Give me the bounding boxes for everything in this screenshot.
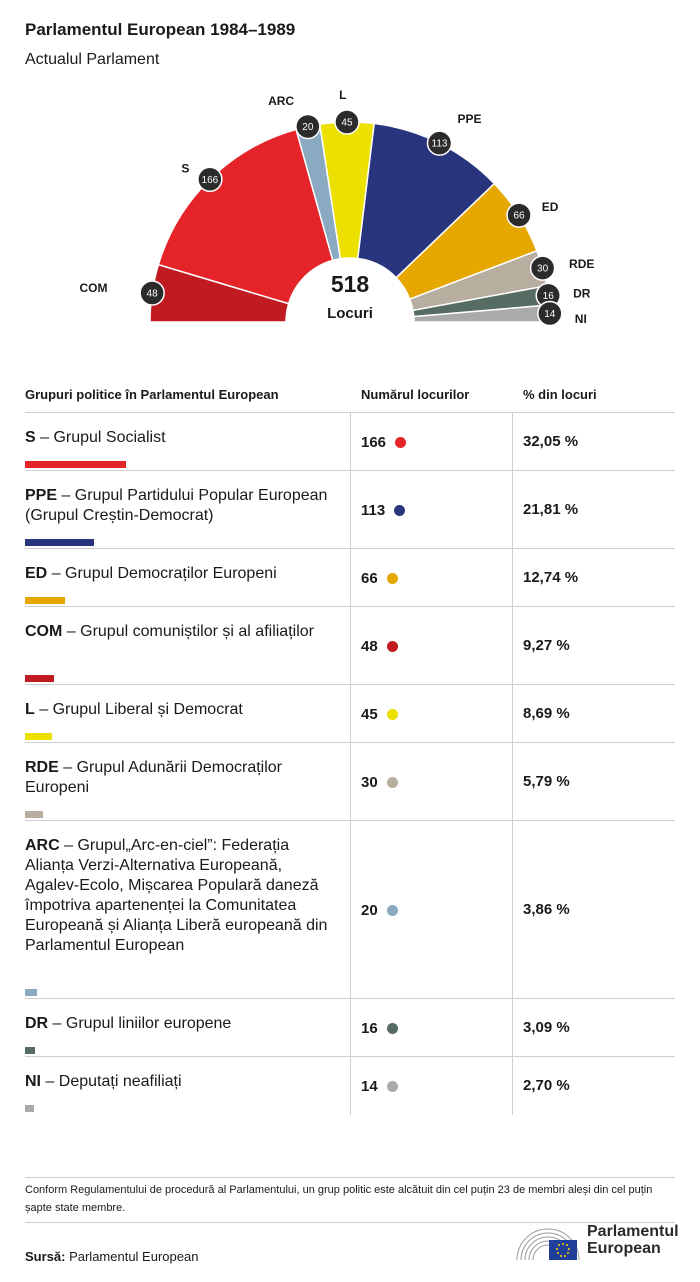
group-color-dot [394, 505, 405, 516]
table-row [25, 1057, 675, 1115]
value-label: 113 [431, 138, 448, 150]
value-label: 66 [513, 210, 525, 222]
seat-percent: 3,09 % [523, 1019, 570, 1036]
group-name [25, 836, 335, 956]
group-share-bar [25, 1047, 35, 1054]
seat-percent: 5,79 % [523, 773, 570, 790]
group-color-dot [387, 777, 398, 788]
seat-count-value: 48 [361, 637, 378, 655]
group-label-l: L [339, 88, 347, 103]
value-label: 30 [537, 263, 549, 275]
value-badge-ed [507, 203, 531, 227]
value-label: 45 [341, 117, 353, 129]
seat-count [361, 900, 398, 920]
group-label-arc: ARC [268, 93, 295, 108]
value-badge-l [335, 110, 359, 134]
ep-logo [515, 1222, 685, 1264]
group-code: S [25, 429, 36, 446]
seat-percent: 3,86 % [523, 901, 570, 918]
group-name [25, 564, 335, 584]
ep-logo-line1: Parlamentul [587, 1223, 679, 1240]
group-share-bar [25, 811, 43, 818]
value-badge-ppe [427, 131, 451, 155]
value-label: 14 [544, 309, 556, 321]
group-full-name: – Grupul liniilor europene [48, 1015, 232, 1032]
seat-percent: 21,81 % [523, 501, 579, 518]
group-label-ni: NI [574, 311, 587, 326]
group-code: RDE [25, 759, 59, 776]
value-badge-s [198, 167, 222, 191]
value-label: 20 [302, 121, 314, 133]
value-badge-ni [538, 302, 562, 326]
header-percent: % din locuri [523, 387, 597, 402]
group-share-bar [25, 1105, 34, 1112]
seat-count-value: 16 [361, 1019, 378, 1037]
group-full-name: – Grupul„Arc-en-ciel”: Federația Alianța Verzi-Alternativa Europeană, Agalev-Ecolo, Mișcarea Populară daneză împotriva apartenenței la Comunitatea Europeană și Alianța Liberă europeană din Parlamentul European [25, 837, 328, 954]
group-full-name: – Grupul Liberal și Democrat [34, 701, 243, 718]
ep-logo-text [587, 1223, 679, 1257]
header-seats: Numărul locurilor [361, 387, 470, 402]
group-full-name: – Deputați neafiliați [41, 1073, 182, 1090]
table-row [25, 549, 675, 607]
ep-logo-line2: European [587, 1240, 661, 1257]
groups-table [25, 382, 675, 1115]
group-color-dot [387, 709, 398, 720]
group-code: L [25, 701, 35, 718]
seat-count [361, 1076, 398, 1096]
value-label: 48 [146, 288, 158, 300]
group-share-bar [25, 461, 126, 468]
hemicycle-chart [0, 85, 700, 330]
seat-count [361, 704, 398, 724]
group-label-dr: DR [573, 286, 591, 301]
value-badge-com [140, 281, 164, 305]
seat-percent: 32,05 % [523, 433, 579, 450]
seat-percent: 2,70 % [523, 1077, 570, 1094]
group-full-name: – Grupul Adunării Democraților Europeni [25, 759, 282, 796]
group-full-name: – Grupul Democraților Europeni [47, 565, 277, 582]
group-label-ed: ED [541, 200, 559, 215]
table-header [25, 382, 675, 413]
group-label-com: COM [79, 280, 108, 295]
group-color-dot [387, 1023, 398, 1034]
group-full-name: – Grupul comuniștilor și al afiliaților [62, 623, 314, 640]
seat-percent: 9,27 % [523, 637, 570, 654]
value-label: 166 [201, 174, 219, 186]
group-label-ppe: PPE [457, 112, 482, 127]
table-row [25, 821, 675, 999]
group-color-dot [387, 1081, 398, 1092]
chart-title: Parlamentul European 1984–1989 [25, 20, 296, 39]
group-full-name: – Grupul Socialist [35, 429, 166, 446]
table-row [25, 999, 675, 1057]
group-name [25, 428, 335, 448]
group-name [25, 486, 335, 526]
table-body [25, 413, 675, 1115]
value-label: 16 [542, 290, 554, 302]
seat-count-value: 45 [361, 705, 378, 723]
group-label-s: S [181, 161, 190, 176]
table-row [25, 685, 675, 743]
group-color-dot [387, 641, 398, 652]
ep-hemicycle-logo-icon [515, 1223, 581, 1263]
seat-count-value: 66 [361, 569, 378, 587]
group-name [25, 1072, 335, 1092]
group-share-bar [25, 597, 65, 604]
seat-count-value: 14 [361, 1077, 378, 1095]
seat-count-value: 166 [361, 433, 387, 451]
header-groups: Grupuri politice în Parlamentul European [25, 387, 279, 402]
group-code: ED [25, 565, 48, 582]
seat-count [361, 772, 398, 792]
group-code: ARC [25, 837, 60, 854]
group-code: COM [25, 623, 63, 640]
total-seats: 518 [330, 271, 370, 297]
table-row [25, 413, 675, 471]
seat-count-value: 20 [361, 901, 378, 919]
group-color-dot [387, 905, 398, 916]
seat-count [361, 636, 398, 656]
table-row [25, 607, 675, 685]
group-label-rde: RDE [569, 257, 595, 272]
source-label: Sursă: [25, 1249, 66, 1264]
seat-percent: 12,74 % [523, 569, 579, 586]
group-color-dot [395, 437, 406, 448]
seat-count [361, 1018, 398, 1038]
group-name [25, 622, 335, 642]
footnote: Conform Regulamentului de procedură al Parlamentului, un grup politic este alcătuit din cel puțin 23 de membri aleși din cel puțin șapte state membre. [25, 1177, 675, 1223]
total-seats-label: Locuri [327, 305, 373, 322]
seat-count-value: 113 [361, 501, 386, 519]
value-badge-rde [531, 256, 555, 280]
source-text: Parlamentul European [65, 1249, 199, 1264]
group-name [25, 1014, 335, 1034]
seat-percent: 8,69 % [523, 705, 570, 722]
group-code: DR [25, 1015, 49, 1032]
table-row [25, 743, 675, 821]
group-name [25, 758, 335, 798]
group-full-name: – Grupul Partidului Popular European (Grupul Creștin-Democrat) [25, 487, 328, 524]
group-share-bar [25, 733, 52, 740]
group-share-bar [25, 539, 94, 546]
source-line [25, 1249, 198, 1264]
group-name [25, 700, 335, 720]
seat-count [361, 500, 405, 520]
group-share-bar [25, 675, 54, 682]
group-code: NI [25, 1073, 41, 1090]
seat-count [361, 568, 398, 588]
group-color-dot [387, 573, 398, 584]
seat-count [361, 432, 406, 452]
group-code: PPE [25, 487, 58, 504]
value-badge-arc [296, 114, 320, 138]
chart-subtitle: Actualul Parlament [25, 51, 160, 68]
seat-count-value: 30 [361, 773, 378, 791]
group-share-bar [25, 989, 37, 996]
table-row [25, 471, 675, 549]
